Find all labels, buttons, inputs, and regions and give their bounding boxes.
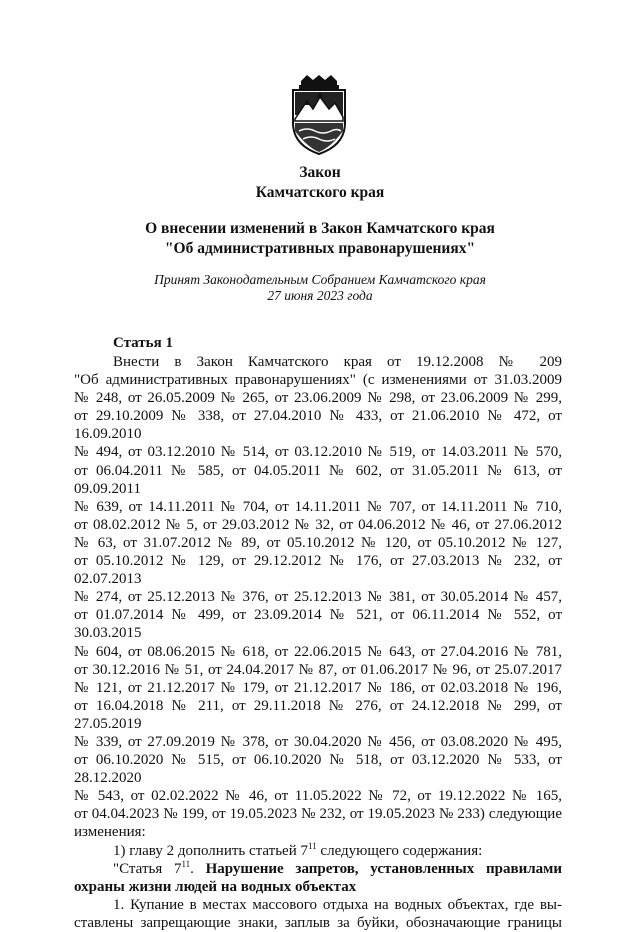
text-line: № 494, от 03.12.2010 № 514, от 03.12.2010 № 519, от 14.03.2011 № 570, <box>74 444 562 461</box>
adoption-date: 27 июня 2023 года <box>267 288 373 303</box>
text-line: "Об административных правонарушениях" (с изменениями от 31.03.2009 <box>74 372 562 389</box>
text-line: от 16.04.2018 № 211, от 29.11.2018 № 276, от 24.12.2018 № 299, от 27.05.2019 <box>74 697 562 732</box>
new-article-title-part2: охраны жизни людей на водных объектах <box>74 878 357 895</box>
text-line: № 639, от 14.11.2011 № 704, от 14.11.2011 № 707, от 14.11.2011 № 710, <box>74 498 562 515</box>
text-line: от 06.04.2011 № 585, от 04.05.2011 № 602, от 31.05.2011 № 613, от 09.09.2011 <box>74 462 562 497</box>
item-1 <box>74 842 562 860</box>
new-article-heading <box>74 860 562 878</box>
new-article-dot: . <box>190 860 206 877</box>
text-line: от 01.07.2014 № 499, от 23.09.2014 № 521, от 06.11.2014 № 552, от 30.03.2015 <box>74 607 562 642</box>
text-line: от 05.10.2012 № 129, от 29.12.2012 № 176, от 27.03.2013 № 232, от 02.07.2013 <box>74 553 562 588</box>
new-article-title-part1: Нарушение запретов, установленных правилами <box>205 860 562 877</box>
clause-1-line1: 1. Купание в местах массового отдыха на водных объектах, где вы- <box>113 896 562 913</box>
text-line: Внести в Закон Камчатского края от 19.12.2008 № 209 <box>113 354 562 370</box>
text-line: изменения: <box>74 824 146 841</box>
text-line: № 604, от 08.06.2015 № 618, от 22.06.2015 № 643, от 27.04.2016 № 781, <box>74 643 562 660</box>
text-line: № 63, от 31.07.2012 № 89, от 05.10.2012 № 120, от 05.10.2012 № 127, <box>74 534 562 551</box>
text-line: от 29.10.2009 № 338, от 27.04.2010 № 433, от 21.06.2010 № 472, от 16.09.2010 <box>74 408 562 443</box>
text-line: от 04.04.2023 № 199, от 19.05.2023 № 232, от 19.05.2023 № 233) следующие <box>74 806 562 823</box>
law-title: Закон <box>299 164 341 181</box>
law-region: Камчатского края <box>255 184 385 201</box>
article-1-body <box>74 353 562 932</box>
text-line: № 248, от 26.05.2009 № 265, от 23.06.2009 № 298, от 23.06.2009 № 299, <box>74 390 562 407</box>
text-line: № 121, от 21.12.2017 № 179, от 21.12.2017 № 186, от 02.03.2018 № 196, <box>74 679 562 696</box>
new-article-superscript: 11 <box>181 858 191 869</box>
law-subject-line2: "Об административных правонарушениях" <box>164 240 476 257</box>
item-1-superscript: 11 <box>308 840 317 851</box>
item-1-prefix: 1) главу 2 дополнить статьей 7 <box>113 842 308 859</box>
adopted-by: Принят Законодательным Собранием Камчатского края <box>154 272 486 287</box>
text-line: от 06.10.2020 № 515, от 06.10.2020 № 518, от 03.12.2020 № 533, от 28.12.2020 <box>74 752 562 787</box>
new-article-prefix: "Статья 7 <box>113 860 182 877</box>
text-line: № 339, от 27.09.2019 № 378, от 30.04.2020 № 456, от 03.08.2020 № 495, <box>74 733 562 750</box>
clause-1-line2: ставлены запрещающие знаки, заплыв за буйки, обозначающие границы <box>74 914 562 931</box>
text-line: № 543, от 02.02.2022 № 46, от 11.05.2022 № 72, от 19.12.2022 № 165, <box>74 788 562 805</box>
text-line: от 30.12.2016 № 51, от 24.04.2017 № 87, от 01.06.2017 № 96, от 25.07.2017 <box>74 661 562 678</box>
law-subject-line1: О внесении изменений в Закон Камчатского края <box>145 220 495 237</box>
article-1-heading: Статья 1 <box>113 335 173 351</box>
item-1-suffix: следующего содержания: <box>316 842 483 859</box>
text-line: № 274, от 25.12.2013 № 376, от 25.12.2013 № 381, от 30.05.2014 № 457, <box>74 589 562 606</box>
kamchatka-coat-of-arms-emblem <box>287 75 351 155</box>
text-line: от 08.02.2012 № 5, от 29.03.2012 № 32, от 04.06.2012 № 46, от 27.06.2012 <box>74 516 562 533</box>
